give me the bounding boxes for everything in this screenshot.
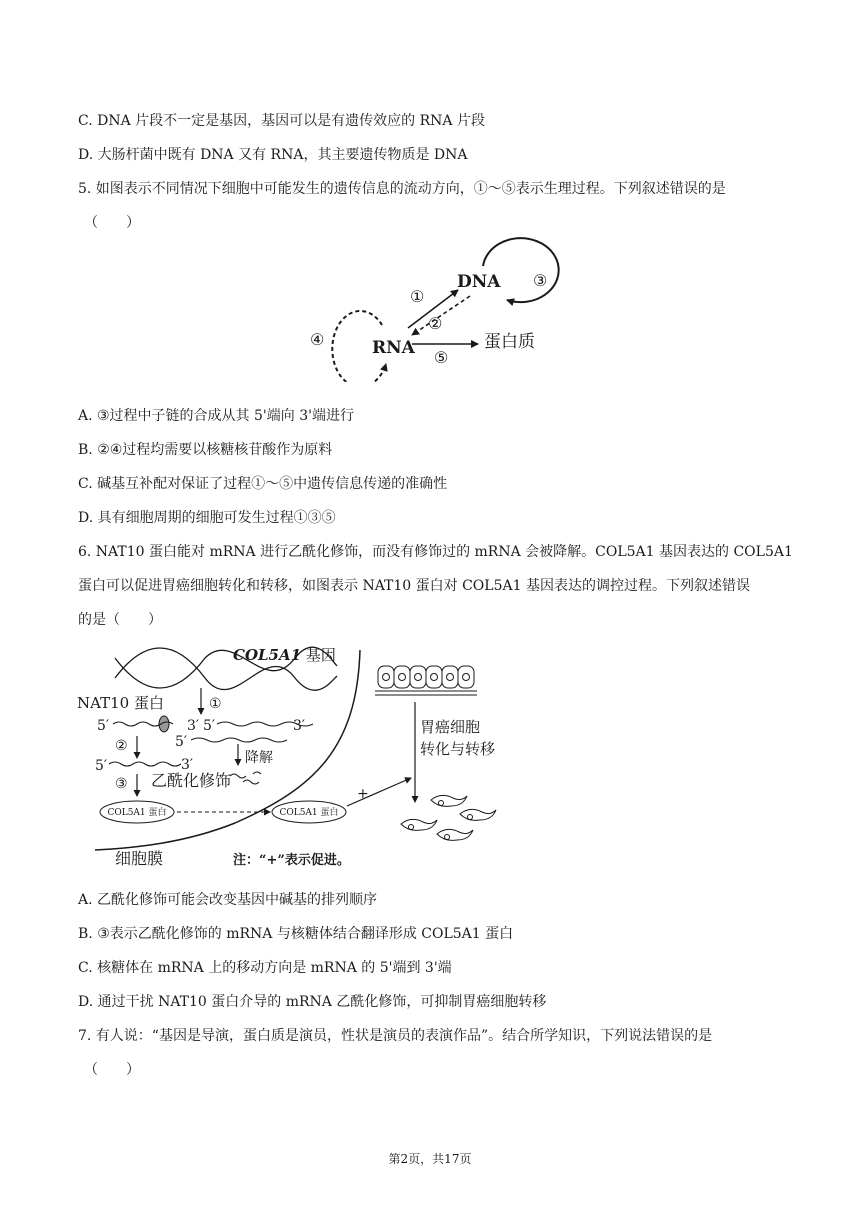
option-c-q5: C. 碱基互补配对保证了过程①～⑤中遗传信息传递的准确性: [78, 476, 448, 492]
process-2-label: ②: [428, 314, 443, 333]
step-3-label: ③: [115, 776, 128, 792]
page-footer: 第2页，共17页: [388, 1152, 472, 1166]
line-c-option-q4: C. DNA 片段不一定是基因，基因可以是有遗传效应的 RNA 片段: [78, 113, 485, 129]
svg-text:5′: 5′: [203, 718, 216, 734]
plus-label: +: [357, 786, 369, 802]
option-d-q6: D. 通过干扰 NAT10 蛋白介导的 mRNA 乙酰化修饰，可抑制胃癌细胞转移: [78, 994, 547, 1010]
question-5-blank: （ ）: [84, 215, 140, 231]
rna-label: RNA: [372, 338, 415, 358]
acetyl-label: 乙酰化修饰: [151, 771, 232, 790]
process-5-label: ⑤: [434, 348, 449, 367]
genetic-flow-diagram: [300, 232, 560, 382]
note-label: 注：“+”表示促进。: [233, 853, 350, 868]
svg-text:3′: 3′: [187, 718, 200, 734]
question-5-stem: 5. 如图表示不同情况下细胞中可能发生的遗传信息的流动方向，①～⑤表示生理过程。下列叙述错误的是: [78, 181, 726, 197]
process-3-label: ③: [533, 271, 548, 290]
option-a-q5: A. ③过程中子链的合成从其 5'端向 3'端进行: [78, 408, 354, 424]
process-4-label: ④: [310, 330, 325, 349]
svg-text:3′: 3′: [181, 757, 194, 773]
degrade-label: 降解: [245, 750, 273, 766]
svg-text:COL5A1 蛋白: COL5A1 蛋白: [279, 808, 339, 818]
option-d-q5: D. 具有细胞周期的细胞可发生过程①③⑤: [78, 510, 336, 526]
normal-cells: [375, 666, 477, 695]
question-6-stem-2: 蛋白可以促进胃癌细胞转化和转移，如图表示 NAT10 蛋白对 COL5A1 基因表达的调控过程。下列叙述错误: [78, 578, 750, 594]
line-d-option-q4: D. 大肠杆菌中既有 DNA 又有 RNA，其主要遗传物质是 DNA: [78, 147, 468, 163]
svg-text:COL5A1 蛋白: COL5A1 蛋白: [107, 808, 167, 818]
nat10-regulation-diagram: [75, 638, 520, 878]
option-c-q6: C. 核糖体在 mRNA 上的移动方向是 mRNA 的 5'端到 3'端: [78, 960, 452, 976]
option-b-q5: B. ②④过程均需要以核糖核苷酸作为原料: [78, 442, 333, 458]
membrane-label: 细胞膜: [115, 849, 164, 868]
nat10-label: NAT10 蛋白: [77, 694, 164, 712]
cancer-label-2: 转化与转移: [420, 740, 496, 758]
mrna-right-lower: [191, 738, 287, 742]
step-1-label: ①: [209, 696, 222, 712]
gene-label: COL5A1 基因: [233, 646, 336, 664]
degraded-fragments: [230, 772, 261, 784]
cell-membrane: [95, 650, 360, 850]
svg-text:5′: 5′: [175, 734, 188, 750]
option-a-q6: A. 乙酰化修饰可能会改变基因中碱基的排列顺序: [78, 892, 378, 908]
question-7-blank: （ ）: [84, 1062, 140, 1078]
acetylated-mrna: [109, 762, 181, 766]
cancer-cells: [401, 795, 496, 840]
dna-label: DNA: [457, 272, 501, 292]
question-6-stem-3: 的是（ ）: [78, 612, 162, 628]
svg-text:3′: 3′: [293, 718, 306, 734]
step-2-label: ②: [115, 738, 128, 754]
option-b-q6: B. ③表示乙酰化修饰的 mRNA 与核糖体结合翻译形成 COL5A1 蛋白: [78, 926, 514, 942]
svg-text:5′: 5′: [95, 758, 108, 774]
svg-text:5′: 5′: [97, 718, 110, 734]
question-7-stem: 7. 有人说：“基因是导演，蛋白质是演员，性状是演员的表演作品”。结合所学知识，下列说法错误的是: [78, 1028, 713, 1044]
process-1-label: ①: [410, 287, 425, 306]
protein-label: 蛋白质: [484, 332, 535, 352]
cancer-label-1: 胃癌细胞: [420, 718, 481, 736]
question-6-stem-1: 6. NAT10 蛋白能对 mRNA 进行乙酰化修饰，而没有修饰过的 mRNA 会被降解。COL5A1 基因表达的 COL5A1: [78, 544, 793, 560]
